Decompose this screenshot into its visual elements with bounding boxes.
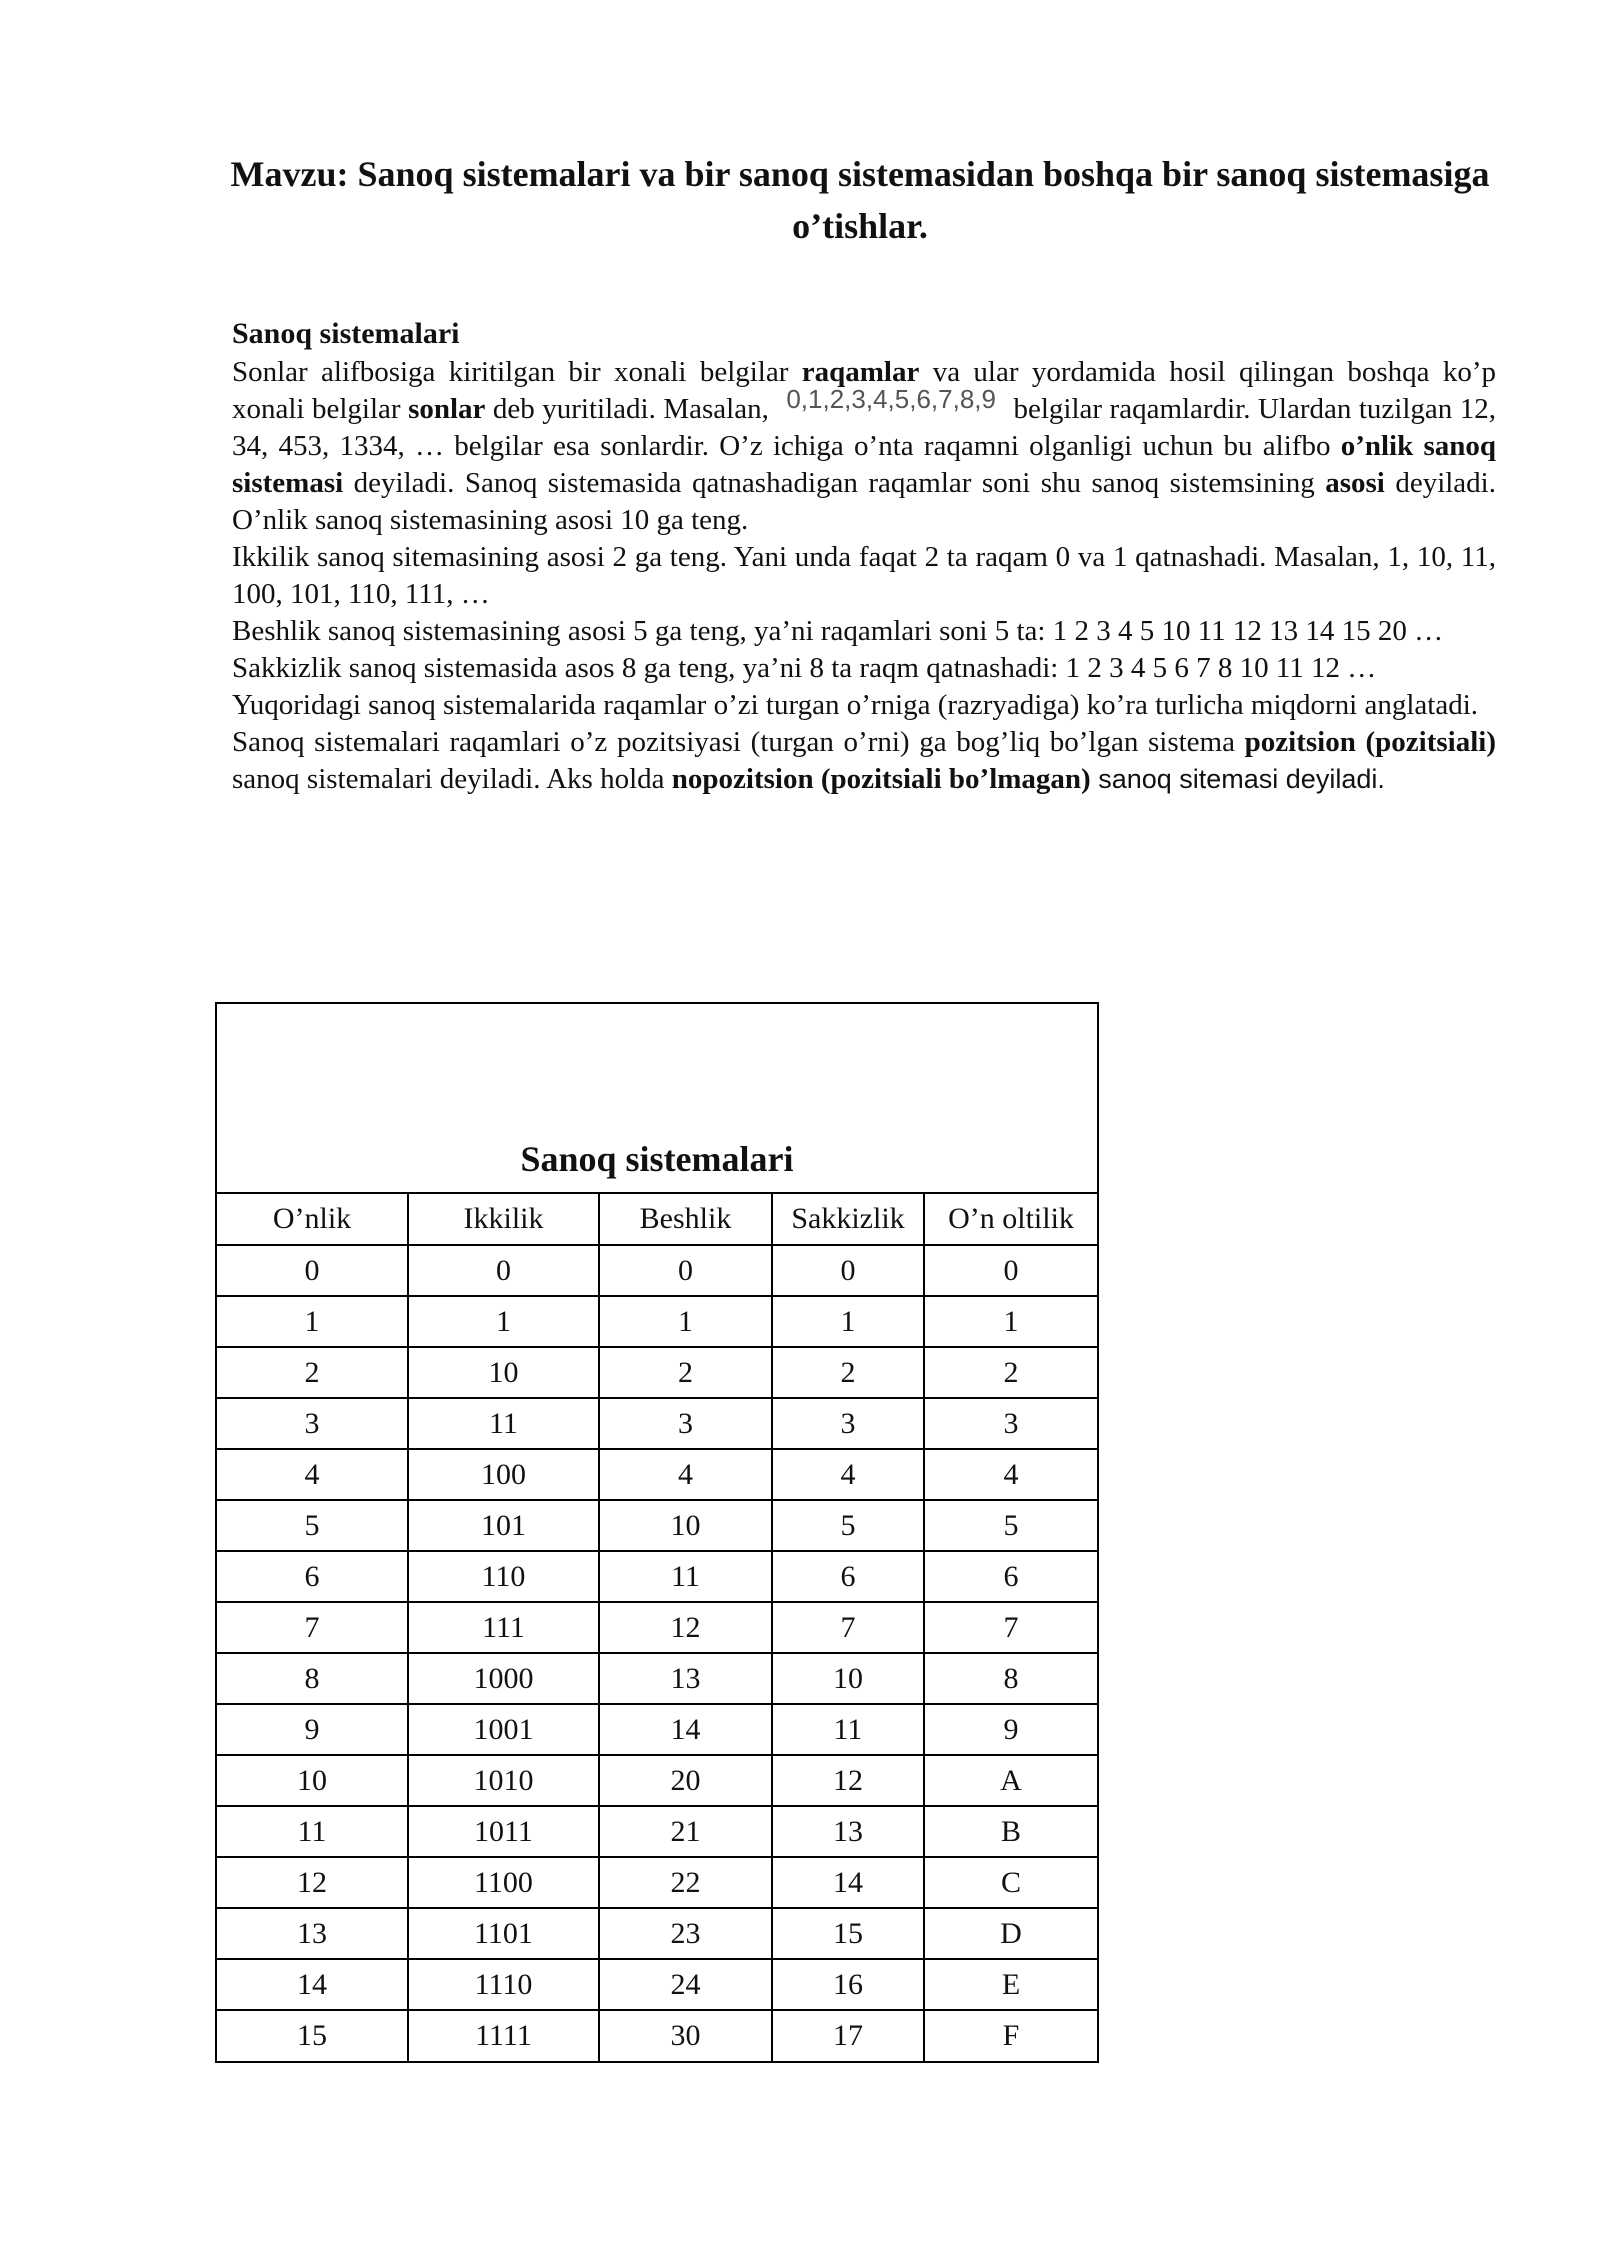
table-cell: 5 xyxy=(772,1500,924,1551)
table-cell: 15 xyxy=(217,2010,408,2061)
table-cell: 14 xyxy=(772,1857,924,1908)
column-header: O’nlik xyxy=(217,1194,408,1245)
table-cell: 24 xyxy=(599,1959,772,2010)
table-row xyxy=(217,1500,1097,1551)
table-cell: A xyxy=(924,1755,1097,1806)
table-cell: 30 xyxy=(599,2010,772,2061)
table-cell: 3 xyxy=(772,1398,924,1449)
table-cell: 1 xyxy=(772,1296,924,1347)
table-cell: 1 xyxy=(924,1296,1097,1347)
table-cell: 7 xyxy=(924,1602,1097,1653)
table-caption: Sanoq sistemalari xyxy=(217,1004,1097,1194)
column-header: Ikkilik xyxy=(408,1194,599,1245)
bold-term: raqamlar xyxy=(801,356,920,388)
table-cell: 17 xyxy=(772,2010,924,2061)
table-cell: B xyxy=(924,1806,1097,1857)
table-cell: 11 xyxy=(408,1398,599,1449)
table-row xyxy=(217,1398,1097,1449)
text-run: deyiladi. O’nlik sanoq sistemasining asosi 10 ga teng. xyxy=(232,467,1496,536)
table-cell: 14 xyxy=(599,1704,772,1755)
column-header: Sakkizlik xyxy=(772,1194,924,1245)
text-run: deyiladi. Sanoq sistemasida qatnashadigan raqamlar soni shu sanoq sistemsining xyxy=(343,467,1326,499)
table-cell: 6 xyxy=(217,1551,408,1602)
table-row xyxy=(217,1449,1097,1500)
table-cell: 13 xyxy=(599,1653,772,1704)
table-row xyxy=(217,1755,1097,1806)
table-cell: 1010 xyxy=(408,1755,599,1806)
table-cell: 12 xyxy=(217,1857,408,1908)
table-cell: 10 xyxy=(217,1755,408,1806)
table-cell: 5 xyxy=(924,1500,1097,1551)
table-cell: 14 xyxy=(217,1959,408,2010)
table-cell: 6 xyxy=(924,1551,1097,1602)
table-row xyxy=(217,1347,1097,1398)
table-row xyxy=(217,1704,1097,1755)
text-run: Sanoq sistemalari raqamlari o’z pozitsiyasi (turgan o’rni) ga bog’liq bo’lgan sistema xyxy=(232,726,1245,758)
bold-term: pozitsion (pozitsiali) xyxy=(1244,726,1496,758)
table-cell: 0 xyxy=(924,1245,1097,1296)
table-cell: 11 xyxy=(599,1551,772,1602)
body-text xyxy=(232,354,1496,798)
table-cell: 20 xyxy=(599,1755,772,1806)
table-cell: 4 xyxy=(924,1449,1097,1500)
paragraph-quinary: Beshlik sanoq sistemasining asosi 5 ga teng, ya’ni raqamlari soni 5 ta: 1 2 3 4 5 10 11 12 13 14 15 20 … xyxy=(232,615,1444,647)
bold-term: sonlar xyxy=(408,393,486,425)
page-title: Mavzu: Sanoq sistemalari va bir sanoq sistemasidan boshqa bir sanoq sistemasiga o’tishlar. xyxy=(230,154,1490,246)
paragraph-positional-definition xyxy=(232,724,1496,798)
table-cell: 8 xyxy=(924,1653,1097,1704)
paragraph-positional-note: Yuqoridagi sanoq sistemalarida raqamlar o’zi turgan o’rniga (razryadiga) ko’ra turlicha miqdorni anglatadi. xyxy=(232,689,1479,721)
text-run: sanoq sistemalari deyiladi. Aks holda xyxy=(232,763,672,795)
table-cell: 23 xyxy=(599,1908,772,1959)
table-row xyxy=(217,1245,1097,1296)
table-row xyxy=(217,1959,1097,2010)
text-run: deb yuritiladi. Masalan, xyxy=(485,393,777,425)
table-cell: 12 xyxy=(772,1755,924,1806)
table-cell: 0 xyxy=(408,1245,599,1296)
table-cell: 11 xyxy=(217,1806,408,1857)
table-cell: 0 xyxy=(217,1245,408,1296)
table-cell: 12 xyxy=(599,1602,772,1653)
table-cell: E xyxy=(924,1959,1097,2010)
table-cell: 3 xyxy=(217,1398,408,1449)
table-cell: 13 xyxy=(217,1908,408,1959)
text-run: sanoq sitemasi deyiladi. xyxy=(1090,764,1385,794)
section-heading: Sanoq sistemalari xyxy=(232,317,460,350)
table-cell: 9 xyxy=(924,1704,1097,1755)
table-cell: 1 xyxy=(217,1296,408,1347)
text-run: belgilar raqamlardir. Ulardan tuzilgan 12, 34, 453, 1334, … belgilar esa sonlardir. O’z ichiga o’nta raqamni olganligi uchun bu alifbo xyxy=(232,393,1497,462)
digits-image-text: 0,1,2,3,4,5,6,7,8,9 xyxy=(786,384,996,414)
table-cell: 7 xyxy=(772,1602,924,1653)
table-row xyxy=(217,1653,1097,1704)
table-cell: 8 xyxy=(217,1653,408,1704)
table-row xyxy=(217,1602,1097,1653)
table-cell: 0 xyxy=(772,1245,924,1296)
paragraph-binary: Ikkilik sanoq sitemasining asosi 2 ga teng. Yani unda faqat 2 ta raqam 0 va 1 qatnashadi. Masalan, 1, 10, 11, 100, 101, 110, 111, … xyxy=(232,541,1496,610)
text-run: Sonlar alifbosiga kiritilgan bir xonali belgilar xyxy=(232,356,802,388)
text-run: va ular yordamida hosil qilingan boshqa ko’p xonali belgilar xyxy=(232,356,1496,425)
table-cell: 0 xyxy=(599,1245,772,1296)
table-cell: C xyxy=(924,1857,1097,1908)
table-cell: 100 xyxy=(408,1449,599,1500)
column-header: O’n oltilik xyxy=(924,1194,1097,1245)
paragraph-octal: Sakkizlik sanoq sistemasida asos 8 ga teng, ya’ni 8 ta raqm qatnashadi: 1 2 3 4 5 6 7 8 10 11 12 … xyxy=(232,652,1377,684)
table-cell: 10 xyxy=(599,1500,772,1551)
bold-term: nopozitsion (pozitsiali bo’lmagan) xyxy=(671,763,1091,795)
table-cell: 1 xyxy=(599,1296,772,1347)
table-row xyxy=(217,1551,1097,1602)
table-cell: 15 xyxy=(772,1908,924,1959)
table-cell: 1111 xyxy=(408,2010,599,2061)
table-cell: 4 xyxy=(772,1449,924,1500)
table-cell: 10 xyxy=(772,1653,924,1704)
table-cell: 4 xyxy=(217,1449,408,1500)
table-cell: 2 xyxy=(217,1347,408,1398)
table-cell: 1100 xyxy=(408,1857,599,1908)
table-row xyxy=(217,2010,1097,2061)
table-row xyxy=(217,1857,1097,1908)
bold-term: asosi xyxy=(1325,467,1385,499)
paragraph-digits-definition xyxy=(232,354,1496,539)
table-cell: 101 xyxy=(408,1500,599,1551)
table-body xyxy=(217,1245,1097,2061)
table-cell: 1001 xyxy=(408,1704,599,1755)
table-cell: 21 xyxy=(599,1806,772,1857)
bold-term: o’nlik sanoq sistemasi xyxy=(232,430,1496,499)
column-header: Beshlik xyxy=(599,1194,772,1245)
table-cell: 16 xyxy=(772,1959,924,2010)
table-header-row xyxy=(217,1194,1097,1245)
table-cell: 10 xyxy=(408,1347,599,1398)
table-row xyxy=(217,1908,1097,1959)
table-cell: 1110 xyxy=(408,1959,599,2010)
table-cell: 1000 xyxy=(408,1653,599,1704)
table-cell: 2 xyxy=(772,1347,924,1398)
table-cell: 2 xyxy=(924,1347,1097,1398)
table-cell: 3 xyxy=(599,1398,772,1449)
table-cell: 4 xyxy=(599,1449,772,1500)
table-row xyxy=(217,1806,1097,1857)
table-cell: 5 xyxy=(217,1500,408,1551)
table-row xyxy=(217,1296,1097,1347)
table-cell: 1101 xyxy=(408,1908,599,1959)
table-cell: 6 xyxy=(772,1551,924,1602)
conversion-table xyxy=(217,1194,1097,2061)
table-cell: 110 xyxy=(408,1551,599,1602)
table-cell: F xyxy=(924,2010,1097,2061)
table-cell: 22 xyxy=(599,1857,772,1908)
table-cell: 13 xyxy=(772,1806,924,1857)
table-cell: 7 xyxy=(217,1602,408,1653)
table-cell: 11 xyxy=(772,1704,924,1755)
table-cell: 111 xyxy=(408,1602,599,1653)
table-cell: 1 xyxy=(408,1296,599,1347)
table-cell: D xyxy=(924,1908,1097,1959)
table-cell: 3 xyxy=(924,1398,1097,1449)
table-cell: 1011 xyxy=(408,1806,599,1857)
number-systems-table xyxy=(215,1002,1099,2063)
table-cell: 2 xyxy=(599,1347,772,1398)
table-cell: 9 xyxy=(217,1704,408,1755)
